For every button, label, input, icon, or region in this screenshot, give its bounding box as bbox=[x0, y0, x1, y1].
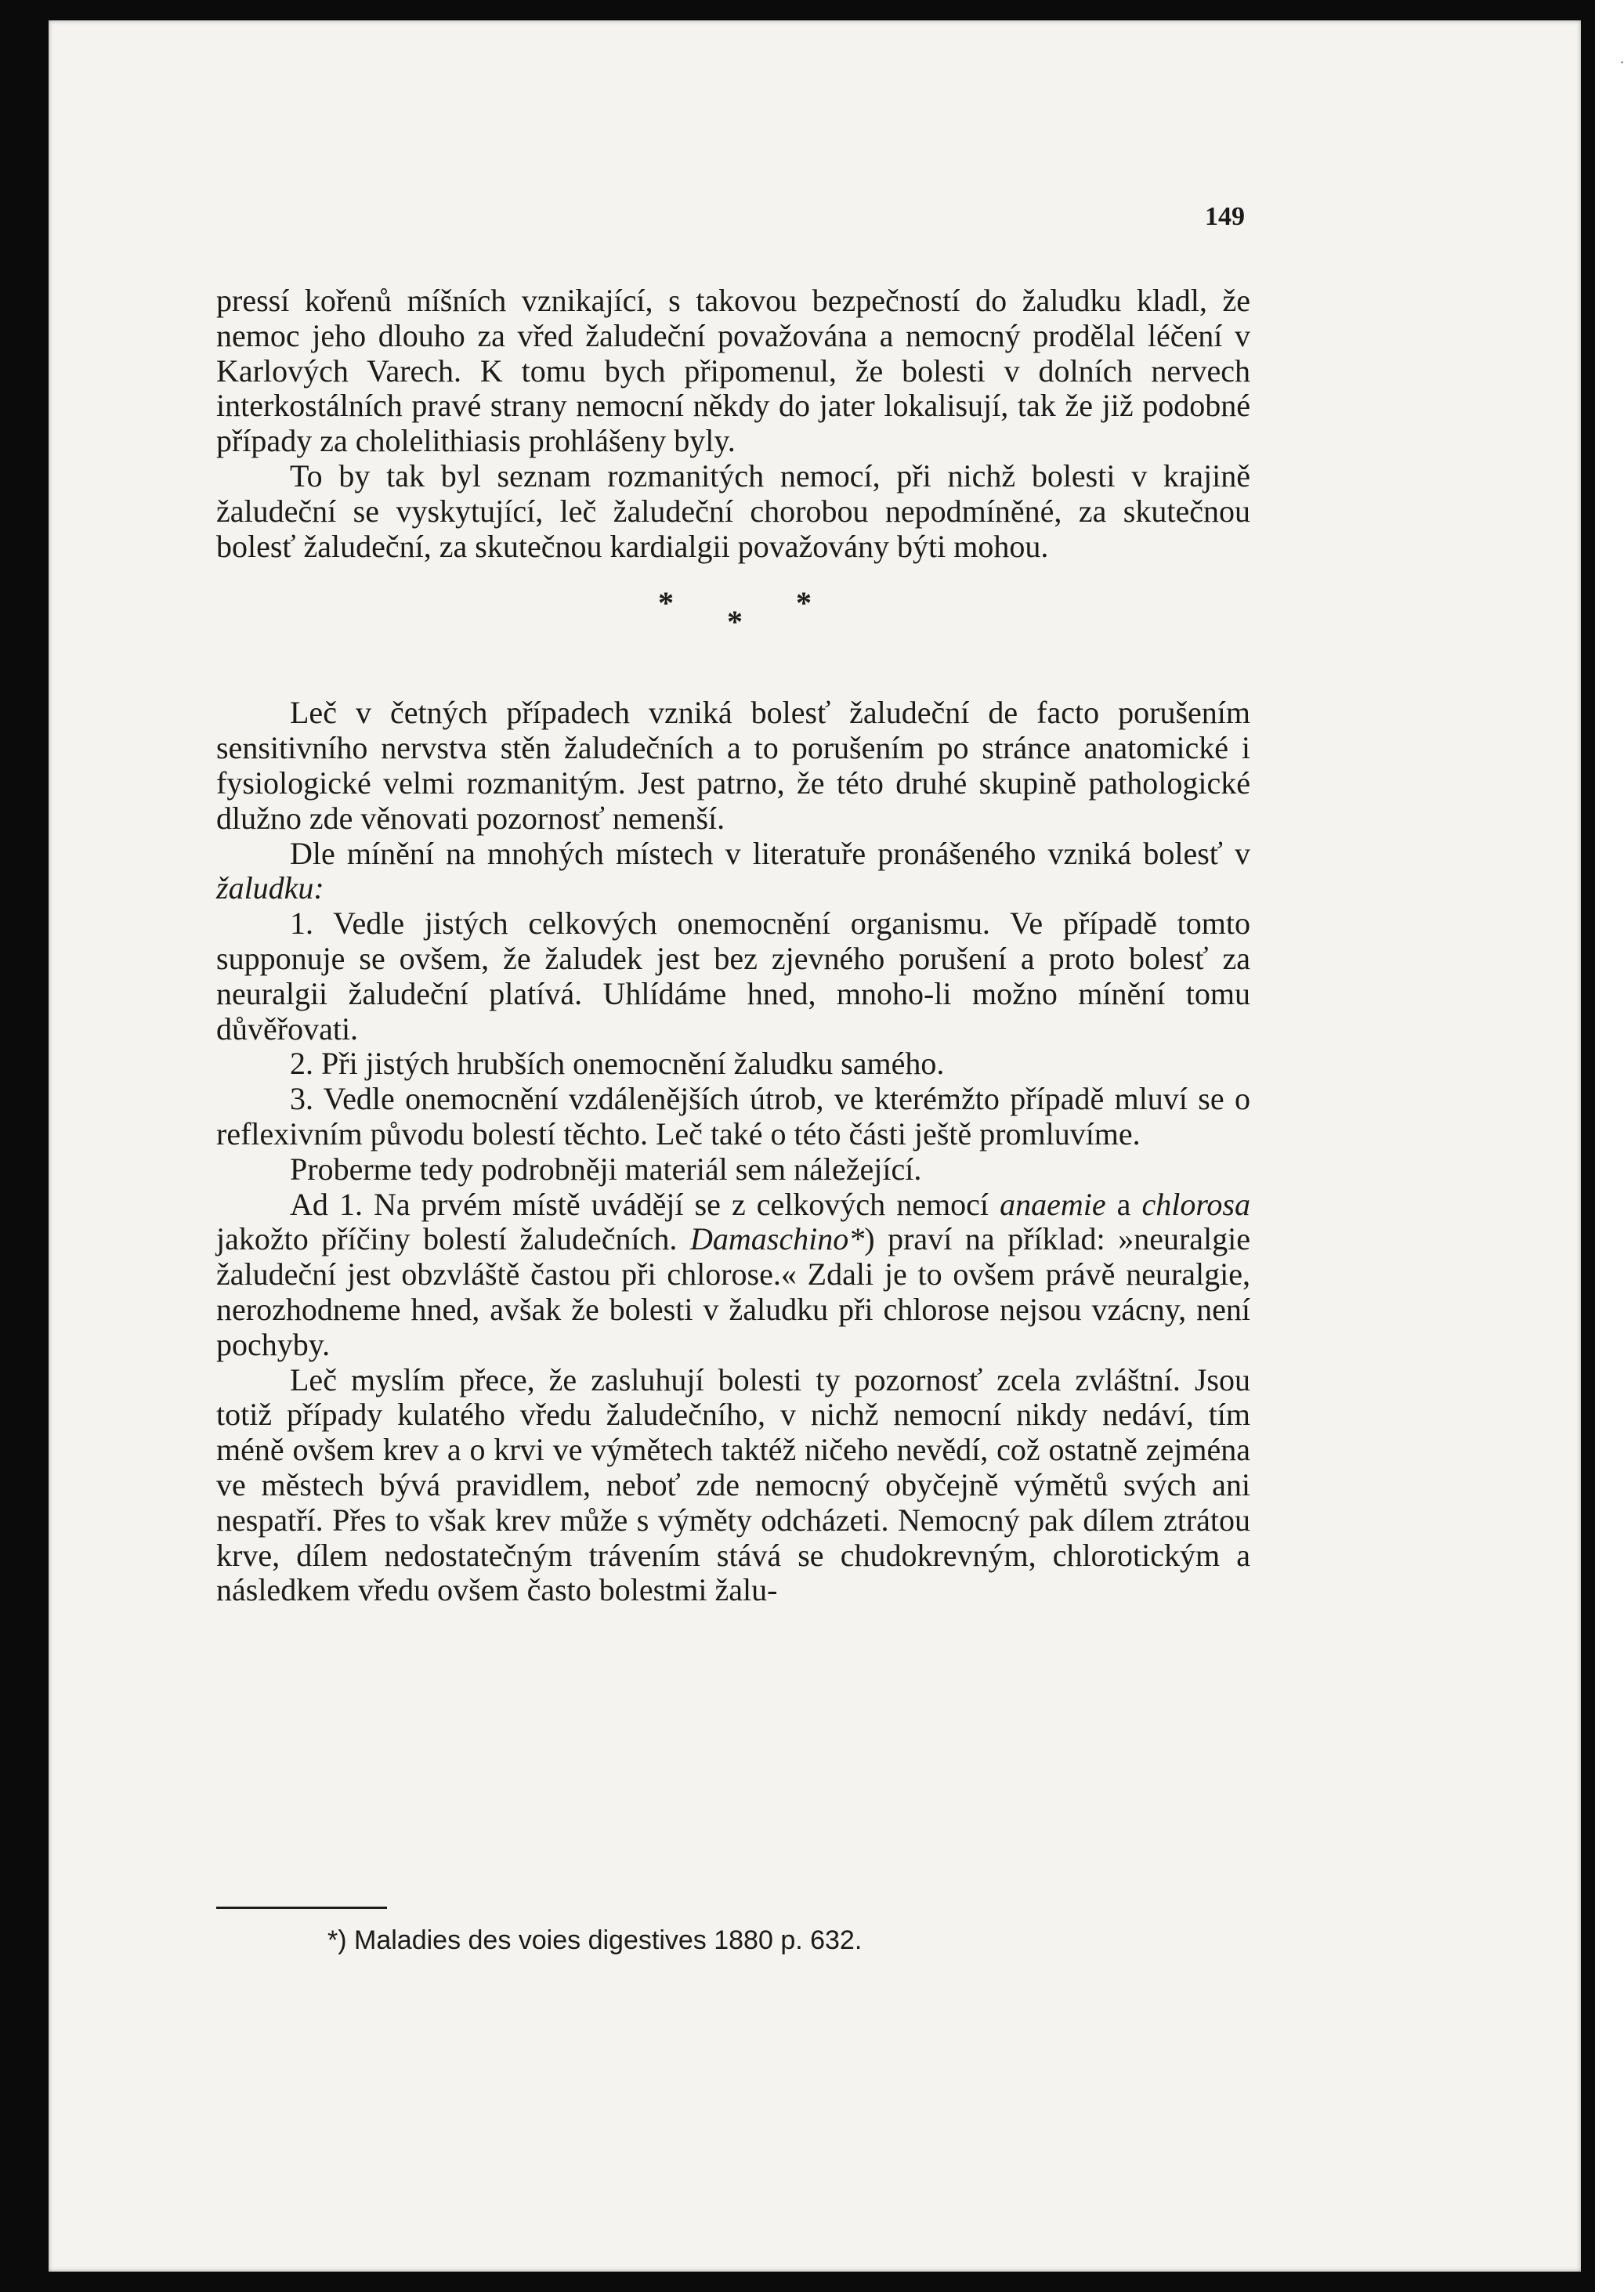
footnote-divider bbox=[216, 1907, 387, 1909]
list-item: 2. Při jistých hrubších onemocnění žaludku samého. bbox=[290, 1046, 945, 1082]
paragraph-opinion: Dle mínění na mnohých místech v literatuře pronášeného vzniká bolesť v žaludku: bbox=[216, 835, 1250, 906]
italic-author: Damaschino* bbox=[690, 1221, 865, 1257]
paragraph-transition: Proberme tedy podrobněji materiál sem náležející. bbox=[290, 1151, 922, 1187]
paragraph-summary: To by tak byl seznam rozmanitých nemocí, při nichž bolesti v krajině žaludeční se vyskytující, leč žaludeční chorobou nepodmíněné, za skutečnou bolesť žaludeční, za skutečnou kardialgii považovány býti mohou. bbox=[216, 457, 1250, 564]
main-text bbox=[216, 284, 1250, 1608]
separator-asterisk: * bbox=[796, 585, 812, 621]
paragraph-introduction: Leč v četných případech vzniká bolesť žaludeční de facto porušením sensitivního nervstva stěn žaludečních a to porušením po stránce anatomické i fysiologické velmi rozmanitým. Jest patrno, že této druhé skupině pathologické dlužno zde věnovati pozornosť nemenší. bbox=[216, 695, 1250, 836]
italic-term: žaludku: bbox=[216, 870, 324, 906]
list-item: 3. Vedle onemocnění vzdálenějších útrob, ve kterémžto případě mluví se o reflexivním původu bolestí těchto. Leč také o této části ještě promluvíme. bbox=[216, 1081, 1250, 1151]
footnote: *) Maladies des voies digestives 1880 p. 632. bbox=[327, 1925, 863, 1955]
paragraph-continued: pressí kořenů míšních vznikající, s takovou bezpečností do žaludku kladl, že nemoc jeho dlouho za vřed žaludeční považována a nemocný prodělal léčení v Karlových Varech. K tomu bych připomenul, že bolesti v dolních nervech interkostálních pravé strany nemocní někdy do jater lokalisují, tak že již podobné případy za cholelithiasis prohlášeny byly. bbox=[216, 283, 1250, 459]
paragraph-ad-1: Ad 1. Na prvém místě uvádějí se z celkových nemocí anaemie a chlorosa jakožto příčiny bolestí žaludečních. Damaschino*) praví na příklad: »neuralgie žaludeční jest obzvláště častou při chlorose.« Zdali je to ovšem právě neuralgie, nerozhodneme hned, avšak že bolesti v žaludku při chlorose nejsou vzácny, není pochyby. bbox=[216, 1186, 1250, 1362]
list-item: 1. Vedle jistých celkových onemocnění organismu. Ve případě tomto supponuje se ovšem, že žaludek jest bez zjevného porušení a proto bolesť za neuralgii žaludeční platívá. Uhlídáme hned, mnoho-li možno mínění tomu důvěřovati. bbox=[216, 906, 1250, 1047]
separator-asterisk: * bbox=[727, 604, 743, 640]
paragraph-ulcer: Leč myslím přece, že zasluhují bolesti ty pozornosť zcela zvláštní. Jsou totiž případy kulatého vředu žaludečního, v nichž nemocní nikdy nedáví, tím méně ovšem krev a o krvi ve výmětech taktéž ničeho nevědí, což ostatně zejména ve městech bývá pravidlem, neboť zde nemocný obyčejně výmětů svých ani nespatří. Přes to však krev může s výměty odcházeti. Nemocný pak dílem ztrátou krve, dílem nedostatečným trávením stává se chudokrevným, chlorotickým a následkem vředu ovšem často bolestmi žalu- bbox=[216, 1361, 1250, 1608]
scan-speck: · bbox=[1620, 55, 1624, 70]
italic-term: anaemie bbox=[1000, 1186, 1106, 1222]
separator-asterisk: * bbox=[658, 585, 674, 621]
italic-term: chlorosa bbox=[1141, 1186, 1250, 1222]
section-separator bbox=[216, 570, 1250, 696]
page-number: 149 bbox=[1205, 202, 1245, 231]
